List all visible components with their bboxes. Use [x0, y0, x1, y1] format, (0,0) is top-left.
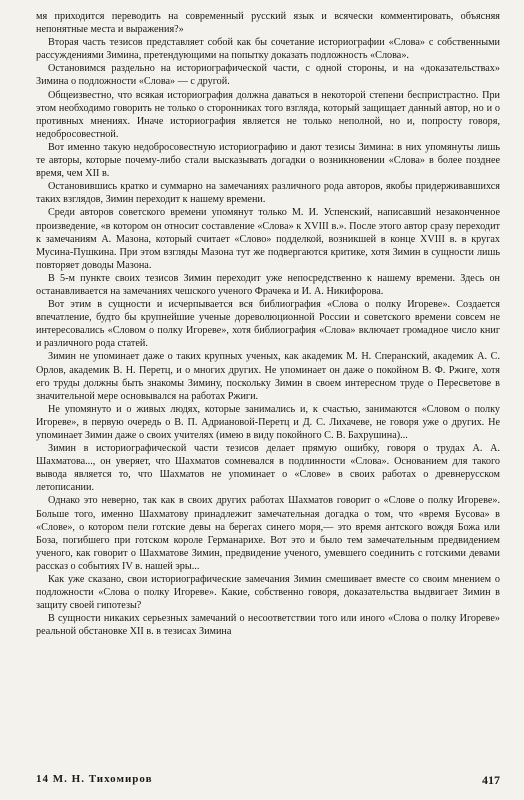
paragraph: Зимин не упоминает даже о таких крупных ученых, как академик М. Н. Сперанский, академик А. С. Орлов, академик В. Н. Перетц, и о многих других. Не упоминает он даже о покойном В. Ф. Ржиге, хотя его труды должны быть знакомы Зимину, поскольку Зимин в своем интересном труде о Пересветове в значительной мере основывался на работах Ржиги. — [36, 351, 500, 402]
document-body — [36, 10, 500, 639]
paragraph: мя приходится переводить на современный русский язык и всячески комментировать, объясняя непонятные места и выражения?» — [36, 11, 500, 36]
paragraph: Вторая часть тезисов представляет собой как бы сочетание историографии «Слова» с собственными рассуждениями Зимина, претендующими на попытку доказать подложность «Слова». — [36, 37, 500, 62]
paragraph: Не упомянуто и о живых людях, которые занимались и, к счастью, занимаются «Словом о полку Игореве», в первую очередь о В. П. Адриановой-Перетц и Д. С. Лихачеве, не говоря уже о других. Не упоминает Зимин даже о своих учителях (имею в виду покойного С. В. Бахрушина)... — [36, 403, 500, 441]
paragraph: В сущности никаких серьезных замечаний о несоответствии того или иного «Слова о полку Игореве» реальной обстановке XII в. в тезисах Зимина — [36, 613, 500, 638]
paragraph: В 5-м пункте своих тезисов Зимин переходит уже непосредственно к нашему времени. Здесь он останавливается на замечаниях чешского ученого Фрачека и И. А. Никифорова. — [36, 272, 500, 297]
paragraph: Однако это неверно, так как в своих других работах Шахматов говорит о «Слове о полку Игореве». Больше того, именно Шахматову принадлежит замечательная догадка о том, что «время Бусова» в «Слове», о котором пели готские девы на берегах синего моря,— это время антского вождя Божа или Боза, погибшего при готском короле Германарихе. Вот это и было тем замечательным предвидением ученого, как говорит о Шахматове Зимин, предвидение ученого, умевшего соединить с готскими девами рассказ о событиях IV в. нашей эры... — [36, 495, 500, 572]
paragraph: Остановимся раздельно на историографической части, с одной стороны, и на «доказательствах» Зимина о подложности «Слова» — с другой. — [36, 63, 500, 88]
paragraph: Общеизвестно, что всякая историография должна даваться в некоторой степени беспристрастно. При этом необходимо говорить не только о сторонниках того взгляда, который защищает данный автор, но и о противных мнениях. Иначе историография является не только неполной, но и, попросту говоря, недобросовестной. — [36, 89, 500, 140]
paragraph: Зимин в историографической части тезисов делает прямую ошибку, говоря о трудах А. А. Шахматова..., он уверяет, что Шахматов сомневался в подлинности «Слова». Основанием для такого вывода является то, что Шахматов не упоминает о «Слове» в своих работах о древнерусском летописании. — [36, 443, 500, 494]
paragraph: Как уже сказано, свои историографические замечания Зимин смешивает вместе со своим мнением о подложности «Слова о полку Игореве». Какие, собственно говоря, доказательства выдвигает Зимин в защиту своей гипотезы? — [36, 574, 500, 612]
paragraph: Среди авторов советского времени упомянут только М. И. Успенский, написавший незаконченное произведение, «в котором он относит составление «Слова» к XVIII в.». После этого автор сразу переходит к замечаниям А. Мазона, который считает «Слово» подделкой, возникшей в конце XVIII в. в кругах Мусина-Пушкина. При этом взгляды Мазона тут же подвергаются критике, хотя Зимин в сущности лишь повторяет доводы Мазона. — [36, 207, 500, 271]
paragraph: Вот именно такую недобросовестную историографию и дают тезисы Зимина: в них упомянуты лишь те авторы, которые почему-либо стали высказывать догадки о возникновении «Слова» в более позднее время, чем XII в. — [36, 141, 500, 180]
page-footer — [36, 773, 500, 788]
page-number: 417 — [482, 773, 500, 787]
signature-mark: 14 М. Н. Тихомиров — [36, 773, 153, 785]
paragraph: Остановившись кратко и суммарно на замечаниях различного рода авторов, якобы придерживавшихся таких взглядов, Зимин переходит к нашему времени. — [36, 181, 500, 206]
paragraph: Вот этим в сущности и исчерпывается вся библиография «Слова о полку Игореве». Создается впечатление, будто бы крупнейшие ученые дореволюционной России и советского времени совсем не интересовались «Словом о полку Игореве», хотя библиография «Слова» включает громадное число книг и различного рода статей. — [36, 299, 500, 350]
